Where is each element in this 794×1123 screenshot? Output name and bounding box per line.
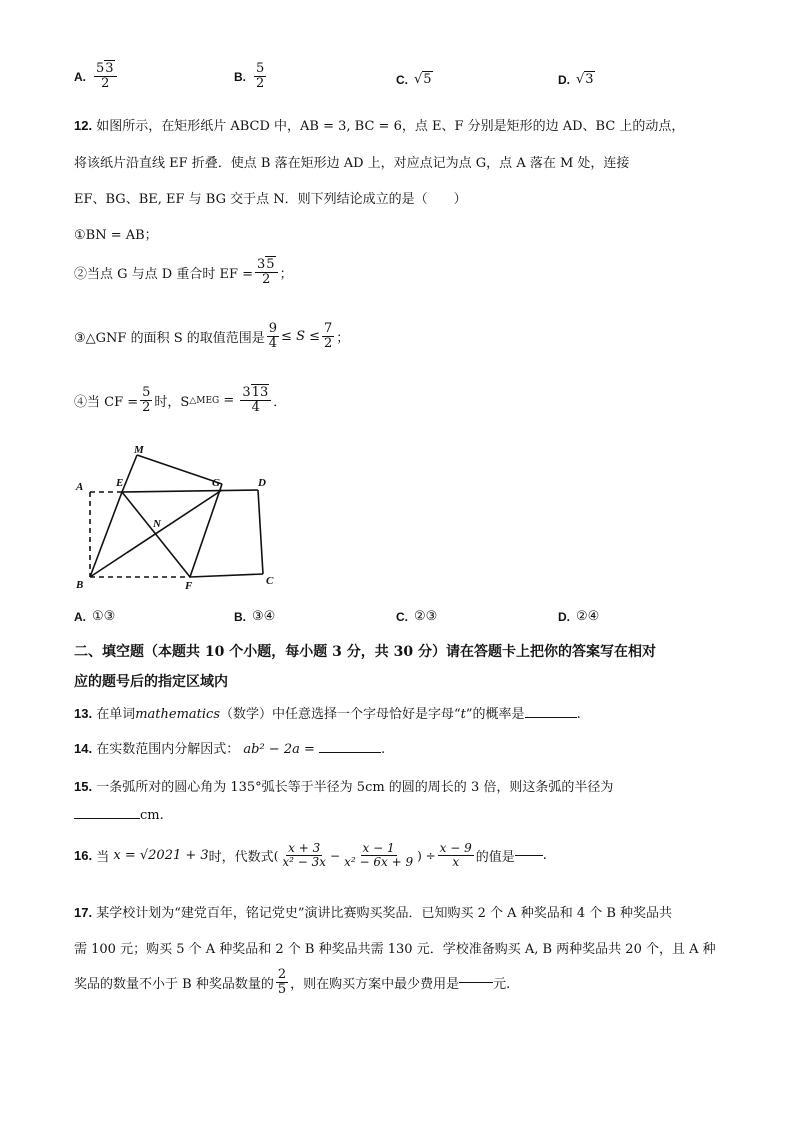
statement-3-upper: $\frac{7}{2}$	[324, 321, 333, 352]
q12-text-1: 如图所示，在矩形纸片 ABCD 中，AB = 3, BC = 6，点 E、F 分别是矩形的边 AD、BC 上的动点，	[96, 119, 685, 134]
equals: =	[219, 393, 239, 409]
segment-mg	[137, 455, 222, 484]
q16-condition: x = √2021 + 3	[113, 848, 209, 864]
q15-text: 一条弧所对的圆心角为 135°弧长等于半径为 5cm 的圆的周长的 3 倍，则这条弧的半径为	[96, 780, 614, 795]
q12-statement-1: ①BN = AB；	[74, 228, 158, 243]
q13-letter: t	[460, 707, 466, 722]
q17-answer-blank[interactable]	[459, 982, 493, 983]
option-label: A.	[74, 609, 86, 624]
statement-3-text: ③△GNF 的面积 S 的取值范围是	[74, 331, 265, 347]
q11-option-c	[396, 72, 433, 87]
question-number: 14.	[74, 741, 93, 756]
option-value: ③④	[252, 609, 276, 624]
q14-expression: ab² − 2a =	[243, 742, 315, 757]
label-f: F	[185, 580, 193, 592]
option-label: B.	[234, 69, 246, 84]
q13-text-b: （数学）中任意选择一个字母恰好是字母“	[220, 707, 461, 722]
option-value: ②④	[576, 609, 600, 624]
q11-option-d	[558, 72, 595, 87]
q17-text-1: 某学校计划为“建党百年，铭记党史”演讲比赛购买奖品．已知购买 2 个 A 种奖品和 4 个 B 种奖品共	[96, 906, 673, 921]
segment-dc	[258, 490, 263, 574]
option-value: ②③	[414, 609, 438, 624]
q15-answer-blank[interactable]	[74, 818, 140, 819]
question-number: 17.	[74, 905, 93, 920]
statement-3-lower: $\frac{9}{4}$	[268, 321, 278, 352]
question-number: 16.	[74, 848, 93, 864]
q12-line2: 将该纸片沿直线 EF 折叠．使点 B 落在矩形边 AD 上，对应点记为点 G，点 A 落在 M 处，连接	[74, 156, 630, 171]
segment-ed	[122, 490, 258, 492]
segment-ef	[122, 492, 190, 577]
statement-4-mid: 时，S	[154, 395, 190, 411]
statement-3-ineq: ≤ S ≤	[281, 329, 320, 345]
semicolon: ；	[336, 331, 350, 347]
q16-answer-blank[interactable]	[515, 855, 543, 856]
statement-2-text: ②当点 G 与点 D 重合时 EF =	[74, 267, 254, 283]
statement-4-text: ④当 CF =	[74, 395, 139, 411]
segment-gf	[190, 484, 222, 577]
label-n: N	[153, 518, 161, 530]
q14: 14. 在实数范围内分解因式： ab² − 2a = .	[74, 741, 386, 757]
q16-expression: ( $\frac{x + 3}{\text{x² − 3x}}$ − $\frac{x - 1}{\text{x² − 6x + 9}}$ ) ÷ $\frac{x - 9}{x}$	[273, 841, 472, 870]
label-d: D	[258, 477, 266, 489]
q17-text-3a: 奖品的数量不小于 B 种奖品数量的	[74, 977, 274, 993]
q12-option-a	[74, 609, 115, 624]
q13-text-c: ”的概率是	[465, 707, 525, 722]
q12-option-c	[396, 609, 437, 624]
q16-text-a: 当	[96, 850, 110, 866]
q13-text-a: 在单词	[96, 707, 136, 722]
segment-fc	[190, 574, 263, 577]
segment-be	[90, 492, 122, 577]
option-label: A.	[74, 69, 86, 84]
option-label: D.	[558, 72, 570, 87]
label-m: M	[134, 444, 144, 456]
statement-2-fraction: $\frac{35}{2}$	[255, 258, 278, 288]
option-label: C.	[396, 72, 408, 87]
option-value: ①③	[92, 609, 116, 624]
option-label: D.	[558, 609, 570, 624]
q12-statement-2	[74, 258, 293, 288]
label-g: G	[212, 477, 220, 489]
q15-line2	[74, 808, 164, 823]
option-b-value: $\frac{5}{2}$	[256, 61, 265, 92]
question-number: 13.	[74, 706, 93, 721]
label-e: E	[116, 477, 124, 489]
question-number: 15.	[74, 779, 93, 794]
q17-line2: 需 100 元；购买 5 个 A 种奖品和 2 个 B 种奖品共需 130 元．学校准备购买 A, B 两种奖品共 20 个，且 A 种	[74, 942, 716, 957]
q11-option-b	[234, 62, 268, 92]
q12-line3: EF、BG、BE, EF 与 BG 交于点 N．则下列结论成立的是（ ）	[74, 192, 467, 207]
q13: 13. 在单词mathematics（数学）中任意选择一个字母恰好是字母“t”的概率是 .	[74, 706, 581, 722]
q11-option-a	[74, 62, 119, 92]
q12-statement-4	[74, 386, 286, 416]
segment-em	[122, 455, 137, 492]
q12-option-d	[558, 609, 599, 624]
section2-heading-line1: 二、填空题（本题共 10 个小题，每小题 3 分，共 30 分）请在答题卡上把你的答案写在相对	[74, 644, 656, 660]
section2-heading-line2: 应的题号后的指定区域内	[74, 674, 228, 690]
q14-text: 在实数范围内分解因式：	[96, 742, 240, 757]
q13-answer-blank[interactable]	[525, 717, 577, 718]
q15-unit: cm.	[140, 808, 164, 823]
period: ．	[273, 395, 287, 411]
q12-figure	[70, 440, 290, 595]
q17-line3	[74, 968, 510, 998]
q13-word: mathematics	[135, 707, 221, 722]
option-label: C.	[396, 609, 408, 624]
statement-4-cf: $\frac{5}{2}$	[142, 385, 151, 416]
option-a-value: $\frac{53}{2}$	[94, 62, 117, 92]
statement-4-sub: △MEG	[189, 395, 220, 406]
label-a: A	[76, 481, 84, 493]
q15-line1	[74, 776, 613, 795]
q17-text-3b: ，则在购买方案中最少费用是	[290, 977, 460, 993]
option-d-value: √3	[576, 72, 594, 87]
q16: 16. 当 x = √2021 + 3 时，代数式 ( $\frac{x + 3}{\text{x² − 3x}}$ − $\frac{x - 1}{\text{x² − 6x + 9}}$ ) ÷ $\frac{x - 9}{x}$ 的值是 .	[74, 841, 547, 870]
q17-line1	[74, 902, 672, 921]
q12-line1	[74, 115, 684, 134]
q17-text-3c: 元.	[493, 977, 511, 993]
label-c: C	[266, 575, 274, 587]
q14-answer-blank[interactable]	[319, 752, 381, 753]
segment-bg	[90, 490, 222, 577]
q16-text-b: 时，代数式	[208, 850, 274, 866]
option-label: B.	[234, 609, 246, 624]
q12-option-b	[234, 609, 275, 624]
semicolon: ；	[279, 267, 293, 283]
statement-4-area: $\frac{313}{4}$	[240, 386, 271, 416]
label-b: B	[76, 579, 84, 591]
q17-fraction: $\frac{2}{5}$	[277, 967, 287, 998]
question-number: 12.	[74, 118, 93, 133]
option-c-value: √5	[414, 72, 432, 87]
q12-statement-3	[74, 322, 349, 352]
q16-text-c: 的值是	[475, 850, 515, 866]
